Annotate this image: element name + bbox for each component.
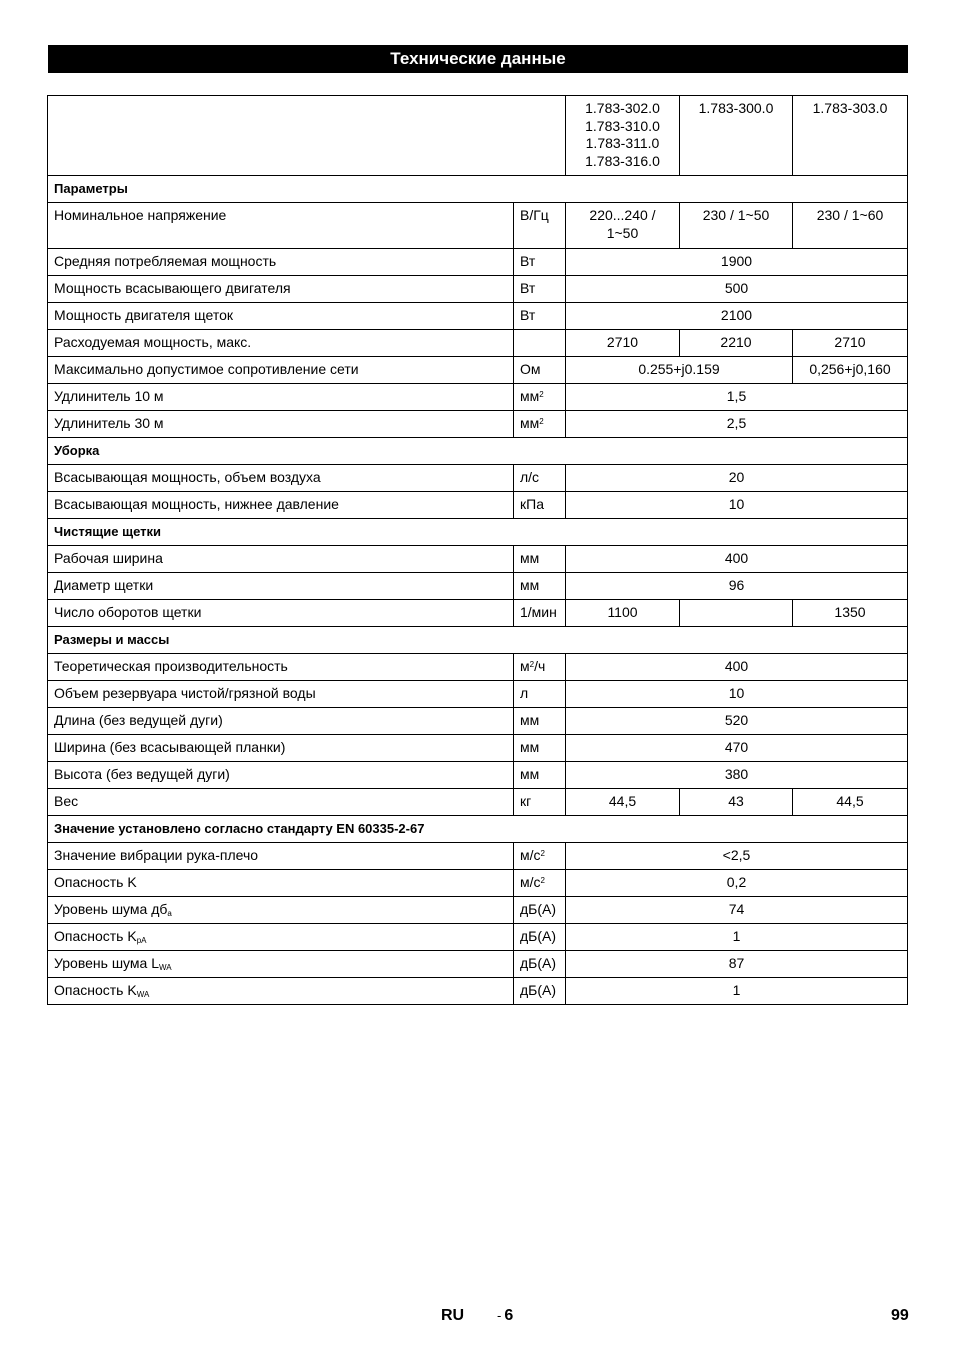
- param-label: Теоретическая производительность: [48, 654, 514, 681]
- param-label: Длина (без ведущей дуги): [48, 708, 514, 735]
- param-unit: $м/с^2$: [514, 870, 566, 897]
- param-unit: л: [514, 681, 566, 708]
- technical-data-table: [47, 95, 908, 1005]
- param-unit: кг: [514, 789, 566, 816]
- param-value: <2,5: [566, 843, 908, 870]
- model-col-2: 1.783-300.0: [680, 96, 793, 176]
- model-col-1: [566, 96, 680, 176]
- param-value: 1: [566, 978, 908, 1005]
- param-value: 230 / 1~50: [680, 203, 793, 249]
- param-unit: $мм^2$: [514, 384, 566, 411]
- table-row: [48, 303, 908, 330]
- footer-page-number: 99: [891, 1307, 909, 1324]
- param-unit: Ом: [514, 357, 566, 384]
- param-value: 2100: [566, 303, 908, 330]
- table-row: [48, 708, 908, 735]
- param-label: Уровень шума $L_{WA}$: [48, 951, 514, 978]
- table-row: [48, 546, 908, 573]
- table-row: [48, 330, 908, 357]
- param-label: Опасность K: [48, 870, 514, 897]
- param-label: Удлинитель 10 м: [48, 384, 514, 411]
- param-unit: Вт: [514, 249, 566, 276]
- param-value: 74: [566, 897, 908, 924]
- param-unit: дБ(A): [514, 951, 566, 978]
- param-unit: 1/мин: [514, 600, 566, 627]
- param-unit: Вт: [514, 303, 566, 330]
- table-row: [48, 978, 908, 1005]
- param-label: Значение вибрации рука-плечо: [48, 843, 514, 870]
- table-row: [48, 465, 908, 492]
- param-value: 20: [566, 465, 908, 492]
- param-value: [680, 600, 793, 627]
- table-row: [48, 681, 908, 708]
- table-row: [48, 249, 908, 276]
- table-row: [48, 843, 908, 870]
- param-value: 44,5: [566, 789, 680, 816]
- table-row: [48, 357, 908, 384]
- section-title: Значение установлено согласно стандарту EN 60335-2-67: [48, 816, 908, 843]
- param-unit: мм: [514, 573, 566, 600]
- param-value: 10: [566, 492, 908, 519]
- param-unit: мм: [514, 735, 566, 762]
- param-label: Опасность $K_{WA}$: [48, 978, 514, 1005]
- param-value: 520: [566, 708, 908, 735]
- table-header-row: [48, 96, 908, 176]
- param-value: 500: [566, 276, 908, 303]
- table-row: [48, 924, 908, 951]
- table-row: [48, 735, 908, 762]
- param-label: Номинальное напряжение: [48, 203, 514, 249]
- table-row: [48, 897, 908, 924]
- model-col-3: 1.783-303.0: [793, 96, 908, 176]
- param-value: 43: [680, 789, 793, 816]
- table-row: [48, 203, 908, 249]
- table-row: [48, 573, 908, 600]
- header-empty-cell: [48, 96, 566, 176]
- section-title: Чистящие щетки: [48, 519, 908, 546]
- param-value: 400: [566, 654, 908, 681]
- param-value: 0,2: [566, 870, 908, 897]
- param-unit: $мм^2$: [514, 411, 566, 438]
- param-unit: Вт: [514, 276, 566, 303]
- param-value: 1,5: [566, 384, 908, 411]
- param-unit: дБ(A): [514, 897, 566, 924]
- param-value: 0,256+j0,160: [793, 357, 908, 384]
- param-value: 1: [566, 924, 908, 951]
- param-unit: дБ(A): [514, 924, 566, 951]
- table-row: [48, 762, 908, 789]
- param-label: Опасность $K_{pA}$: [48, 924, 514, 951]
- table-row: [48, 600, 908, 627]
- param-value: 1350: [793, 600, 908, 627]
- param-label: Средняя потребляемая мощность: [48, 249, 514, 276]
- model-code: 1.783-310.0: [585, 117, 660, 134]
- param-value: 230 / 1~60: [793, 203, 908, 249]
- table-row: [48, 870, 908, 897]
- param-value: 400: [566, 546, 908, 573]
- param-value: 2710: [793, 330, 908, 357]
- param-unit: л/с: [514, 465, 566, 492]
- section-title: Уборка: [48, 438, 908, 465]
- page-title: Технические данные: [48, 45, 908, 73]
- footer-section-page: - 6: [497, 1307, 514, 1324]
- param-value: 220...240 / 1~50: [566, 203, 680, 249]
- param-value: 470: [566, 735, 908, 762]
- param-unit: В/Гц: [514, 203, 566, 249]
- param-label: Рабочая ширина: [48, 546, 514, 573]
- table-row: [48, 492, 908, 519]
- model-code: 1.783-316.0: [585, 152, 660, 169]
- section-header-row: [48, 176, 908, 203]
- param-value: 2,5: [566, 411, 908, 438]
- param-value: 44,5: [793, 789, 908, 816]
- param-value: 96: [566, 573, 908, 600]
- param-label: Диаметр щетки: [48, 573, 514, 600]
- param-unit: мм: [514, 708, 566, 735]
- section-title: Параметры: [48, 176, 908, 203]
- table-row: [48, 789, 908, 816]
- param-value: 10: [566, 681, 908, 708]
- param-label: Мощность двигателя щеток: [48, 303, 514, 330]
- section-title: Размеры и массы: [48, 627, 908, 654]
- table-row: [48, 951, 908, 978]
- param-value: 0.255+j0.159: [566, 357, 793, 384]
- param-unit: мм: [514, 546, 566, 573]
- param-unit: $м^2/ч$: [514, 654, 566, 681]
- param-label: Уровень шума $дб_a$: [48, 897, 514, 924]
- param-value: 2710: [566, 330, 680, 357]
- param-value: 380: [566, 762, 908, 789]
- param-label: Высота (без ведущей дуги): [48, 762, 514, 789]
- param-label: Ширина (без всасывающей планки): [48, 735, 514, 762]
- param-value: 1900: [566, 249, 908, 276]
- table-row: [48, 411, 908, 438]
- table-row: [48, 654, 908, 681]
- param-label: Мощность всасывающего двигателя: [48, 276, 514, 303]
- param-label: Всасывающая мощность, нижнее давление: [48, 492, 514, 519]
- section-header-row: [48, 438, 908, 465]
- model-code: 1.783-311.0: [585, 135, 660, 151]
- section-header-row: [48, 816, 908, 843]
- param-label: Максимально допустимое сопротивление сети: [48, 357, 514, 384]
- footer-language: RU: [441, 1307, 465, 1324]
- param-unit: дБ(A): [514, 978, 566, 1005]
- param-label: Объем резервуара чистой/грязной воды: [48, 681, 514, 708]
- param-unit: кПа: [514, 492, 566, 519]
- table-row: [48, 384, 908, 411]
- param-label: Расходуемая мощность, макс.: [48, 330, 514, 357]
- param-label: Удлинитель 30 м: [48, 411, 514, 438]
- section-header-row: [48, 627, 908, 654]
- section-header-row: [48, 519, 908, 546]
- param-value: 2210: [680, 330, 793, 357]
- param-label: Всасывающая мощность, объем воздуха: [48, 465, 514, 492]
- param-label: Число оборотов щетки: [48, 600, 514, 627]
- param-unit: мм: [514, 762, 566, 789]
- table-row: [48, 276, 908, 303]
- model-code: 1.783-302.0: [585, 100, 660, 116]
- param-unit: [514, 330, 566, 357]
- param-value: 1100: [566, 600, 680, 627]
- param-label: Вес: [48, 789, 514, 816]
- param-value: 87: [566, 951, 908, 978]
- param-unit: $м/с^2$: [514, 843, 566, 870]
